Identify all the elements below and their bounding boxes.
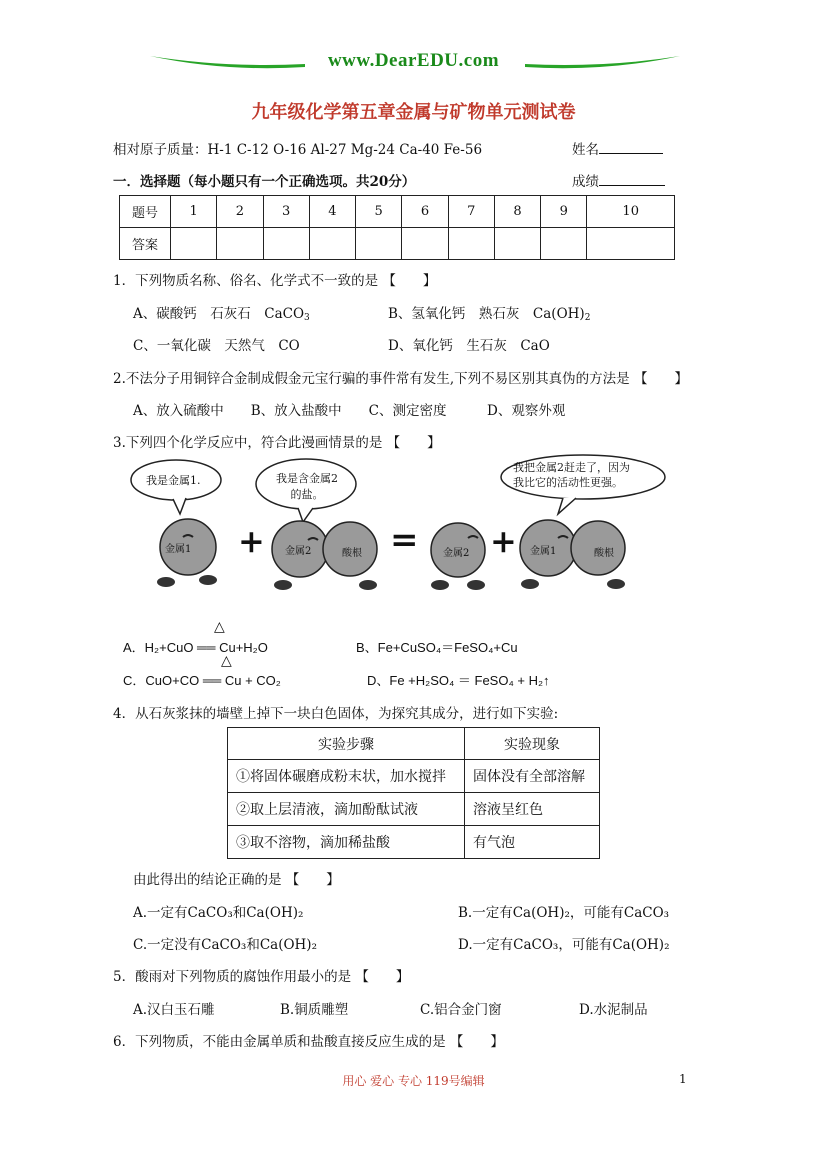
grid-number: 8 <box>494 196 540 228</box>
bubble-salt: 我是含金属2 的盐。 <box>276 472 338 501</box>
ball-label-acid-right: 酸根 <box>594 548 614 559</box>
ball-label-acid: 酸根 <box>342 548 362 559</box>
answer-row <box>120 228 675 260</box>
ball-label-metal2-right: 金属2 <box>443 548 470 559</box>
page-number: 1 <box>679 1072 687 1086</box>
table-row <box>228 793 600 826</box>
table-row <box>228 826 600 859</box>
delta-symbol-a: △ <box>214 619 225 635</box>
score-label: 成绩 <box>572 174 599 190</box>
q1-option-a: A、碳酸钙 石灰石 CaCO$_3$ <box>133 306 310 323</box>
q5-option-b: B.铜质雕塑 <box>280 1002 349 1018</box>
q4-stem: 4．从石灰浆抹的墙壁上掉下一块白色固体，为探究其成分，进行如下实验: <box>113 706 559 722</box>
q1-stem: 1．下列物质名称、俗名、化学式不一致的是 【 】 <box>113 273 437 289</box>
answer-cell[interactable] <box>494 228 540 260</box>
footer-text: 用心 爱心 专心 119号编辑 <box>342 1074 485 1088</box>
grid-number: 10 <box>587 196 675 228</box>
step-cell: ②取上层清液，滴加酚酞试液 <box>228 793 465 826</box>
step-cell: ①将固体碾磨成粉末状，加水搅拌 <box>228 760 465 793</box>
answer-cell[interactable] <box>402 228 448 260</box>
observation-cell: 固体没有全部溶解 <box>465 760 600 793</box>
score-blank <box>599 171 665 186</box>
q3-option-b: B、Fe+CuSO₄＝FeSO₄+Cu <box>356 640 518 655</box>
plus-sign-right: + <box>490 522 517 560</box>
q3-option-c: C．CuO+CO ══ Cu + CO₂ <box>123 673 281 688</box>
name-blank <box>599 139 663 154</box>
grid-number: 4 <box>309 196 355 228</box>
answer-cell[interactable] <box>541 228 587 260</box>
plus-sign: + <box>238 522 265 560</box>
step-cell: ③取不溶物，滴加稀盐酸 <box>228 826 465 859</box>
header-observation: 实验现象 <box>465 728 600 760</box>
q5-stem: 5．酸雨对下列物质的腐蚀作用最小的是 【 】 <box>113 969 410 985</box>
q5-option-a: A.汉白玉石雕 <box>133 1002 215 1018</box>
q1-option-b: B、氢氧化钙 熟石灰 $Ca(OH)_2$ <box>388 306 591 323</box>
number-row <box>120 196 675 228</box>
q2-stem: 2.不法分子用铜锌合金制成假金元宝行骗的事件常有发生,下列不易区别其真伪的方法是 【 】 <box>113 371 688 387</box>
grid-number: 5 <box>356 196 402 228</box>
section-heading: 一．选择题（每小题只有一个正确选项。共20分） <box>113 174 416 190</box>
atomic-mass-line: 相对原子质量：H-1 C-12 O-16 Al-27 Mg-24 Ca-40 Fe-56 <box>113 142 483 158</box>
grid-number: 3 <box>263 196 309 228</box>
ball-label-metal2: 金属2 <box>285 546 312 557</box>
q3-stem: 3.下列四个化学反应中，符合此漫画情景的是 【 】 <box>113 435 441 451</box>
ball-label-metal1-right: 金属1 <box>530 546 557 557</box>
answer-cell[interactable] <box>171 228 217 260</box>
grid-number: 6 <box>402 196 448 228</box>
answer-cell[interactable] <box>263 228 309 260</box>
table-header-row <box>228 728 600 760</box>
q3-option-a: A．H₂+CuO ══ Cu+H₂O <box>123 640 268 655</box>
q2-options: A、放入硫酸中 B、放入盐酸中 C、测定密度 D、观察外观 <box>133 403 566 419</box>
delta-symbol-c: △ <box>221 653 232 669</box>
grid-number: 9 <box>541 196 587 228</box>
q5-option-d: D.水泥制品 <box>579 1002 648 1018</box>
answer-cell[interactable] <box>217 228 263 260</box>
q6-stem: 6．下列物质，不能由金属单质和盐酸直接反应生成的是 【 】 <box>113 1034 504 1050</box>
bubble-displacement: 我把金属2赶走了，因为 我比它的活动性更强。 <box>513 461 630 489</box>
answer-cell[interactable] <box>309 228 355 260</box>
observation-cell: 有气泡 <box>465 826 600 859</box>
q3-option-d: D、Fe +H₂SO₄ ＝ FeSO₄ + H₂↑ <box>367 673 550 688</box>
q4-conclusion: 由此得出的结论正确的是 【 】 <box>133 872 340 888</box>
experiment-table <box>227 727 600 859</box>
answer-grid <box>119 195 675 260</box>
cartoon-illustration <box>118 452 678 597</box>
q5-option-c: C.铝合金门窗 <box>420 1002 502 1018</box>
q4-option-c: C.一定没有CaCO₃和Ca(OH)₂ <box>133 937 317 953</box>
q1-option-c: C、一氧化碳 天然气 CO <box>133 338 300 354</box>
q4-option-d: D.一定有CaCO₃，可能有Ca(OH)₂ <box>458 937 670 953</box>
name-label: 姓名 <box>572 142 599 158</box>
grid-number: 1 <box>171 196 217 228</box>
answer-cell[interactable] <box>587 228 675 260</box>
answer-cell[interactable] <box>448 228 494 260</box>
q4-option-a: A.一定有CaCO₃和Ca(OH)₂ <box>133 905 304 921</box>
brand-link[interactable]: www.DearEDU.com <box>327 50 500 71</box>
grid-number: 2 <box>217 196 263 228</box>
page-title: 九年级化学第五章金属与矿物单元测试卷 <box>251 102 576 123</box>
row-label-number: 题号 <box>120 196 171 228</box>
row-label-answer: 答案 <box>120 228 171 260</box>
answer-cell[interactable] <box>356 228 402 260</box>
grid-number: 7 <box>448 196 494 228</box>
q4-option-b: B.一定有Ca(OH)₂，可能有CaCO₃ <box>458 905 670 921</box>
observation-cell: 溶液呈红色 <box>465 793 600 826</box>
bubble-metal1: 我是金属1. <box>146 474 201 487</box>
q1-option-d: D、氧化钙 生石灰 CaO <box>388 338 550 354</box>
table-row <box>228 760 600 793</box>
equals-sign: = <box>390 520 419 560</box>
header-step: 实验步骤 <box>228 728 465 760</box>
ball-label-metal1: 金属1 <box>165 544 192 555</box>
score-field <box>572 170 665 190</box>
name-field <box>572 138 663 158</box>
